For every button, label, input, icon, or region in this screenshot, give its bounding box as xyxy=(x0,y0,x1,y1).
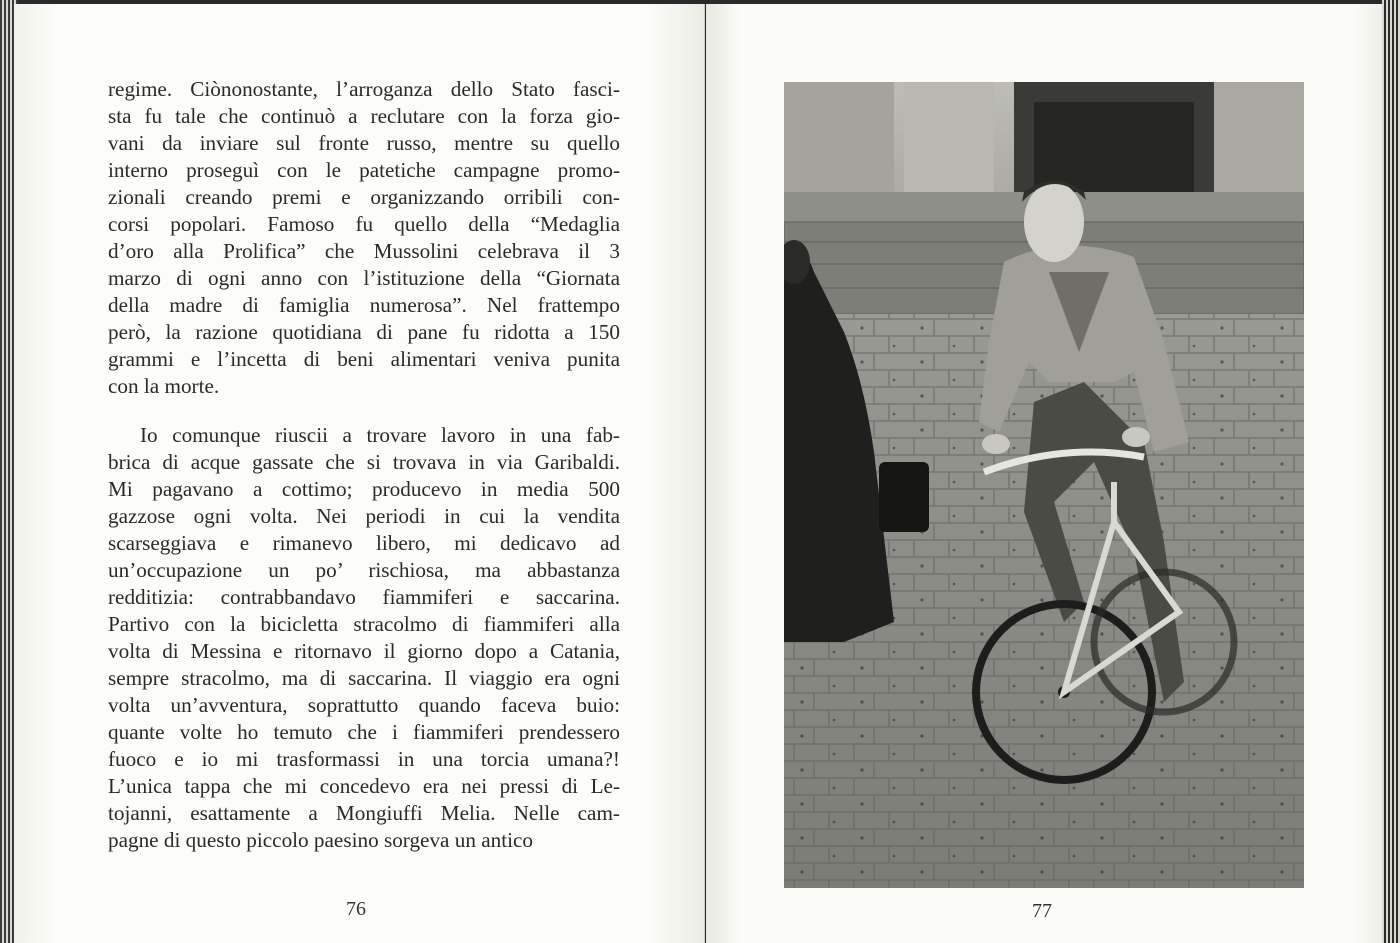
text-line: della madre di famiglia numerosa”. Nel frattempo xyxy=(108,293,620,317)
text-line: un’occupazione un po’ rischiosa, ma abbastanza xyxy=(108,558,620,582)
text-line: zionali creando premi e organizzando orribili con- xyxy=(108,185,620,209)
book-edge-right xyxy=(1382,0,1400,943)
text-line: Io comunque riuscii a trovare lavoro in una fab- xyxy=(140,423,620,447)
text-line: sta fu tale che continuò a reclutare con la forza gio- xyxy=(108,104,620,128)
text-line: volta un’avventura, soprattutto quando faceva buio: xyxy=(108,693,620,717)
page-number-right: 77 xyxy=(1032,900,1052,922)
text-line: L’unica tappa che mi concedevo era nei pressi di Le- xyxy=(108,774,620,798)
right-page xyxy=(706,4,1382,943)
photo-graphic xyxy=(784,82,1304,888)
text-line: quante volte ho temuto che i fiammiferi prendessero xyxy=(108,720,620,744)
text-line: Partivo con la bicicletta stracolmo di fiammiferi alla xyxy=(108,612,620,636)
text-line: volta di Messina e ritornavo il giorno dopo a Catania, xyxy=(108,639,620,663)
text-line: vani da inviare sul fronte russo, mentre su quello xyxy=(108,131,620,155)
text-line: redditizia: contrabbandavo fiammiferi e saccarina. xyxy=(108,585,620,609)
text-line: pagne di questo piccolo paesino sorgeva un antico xyxy=(108,828,534,852)
text-line: d’oro alla Prolifica” che Mussolini celebrava il 3 xyxy=(108,239,620,263)
text-line: interno proseguì con le patetiche campagne promo- xyxy=(108,158,620,182)
text-line: sempre stracolmo, ma di saccarina. Il viaggio era ogni xyxy=(108,666,620,690)
text-line: fuoco e io mi trasformassi in una torcia umana?! xyxy=(108,747,620,771)
text-line: regime. Ciònonostante, l’arroganza dello Stato fasci- xyxy=(108,77,620,101)
text-line: gazzose ogni volta. Nei periodi in cui la vendita xyxy=(108,504,620,528)
text-line: marzo di ogni anno con l’istituzione della “Giornata xyxy=(108,266,620,290)
text-line: Mi pagavano a cottimo; producevo in media 500 xyxy=(108,477,620,501)
text-line: però, la razione quotidiana di pane fu ridotta a 150 xyxy=(108,320,620,344)
paragraph-1 xyxy=(108,76,620,400)
text-line: tojanni, esattamente a Mongiuffi Melia. Nelle cam- xyxy=(108,801,620,825)
text-line: corsi popolari. Famoso fu quello della “Medaglia xyxy=(108,212,620,236)
text-line: brica di acque gassate che si trovava in via Garibaldi. xyxy=(108,450,620,474)
page-number-left: 76 xyxy=(346,898,366,920)
body-text xyxy=(108,76,620,854)
text-line: scarseggiava e rimanevo libero, mi dedicavo ad xyxy=(108,531,620,555)
paragraph-2 xyxy=(108,422,620,854)
left-page xyxy=(14,4,705,943)
text-line: con la morte. xyxy=(108,374,220,398)
photo-man-on-bicycle xyxy=(784,82,1304,888)
text-line: grammi e l’incetta di beni alimentari veniva punita xyxy=(108,347,620,371)
